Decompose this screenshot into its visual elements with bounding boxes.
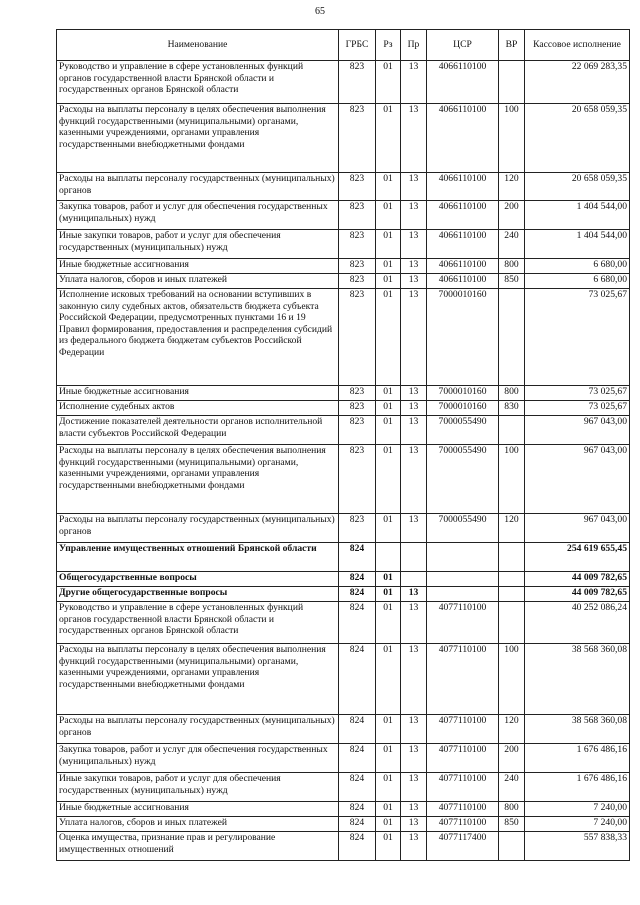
cell-csr: 7000055490 [427,514,499,543]
cell-rz: 01 [376,514,401,543]
cell-vr: 800 [499,259,525,274]
cell-grbs: 823 [339,514,376,543]
cell-name: Расходы на выплаты персоналу в целях обеспечения выполнения функций государственными (муниципальными) органами, казенными учреждениями, органами управления государственными внебюджетными фондами [57,445,339,514]
cell-vr [499,587,525,602]
cell-rz: 01 [376,644,401,715]
cell-rz: 01 [376,445,401,514]
cell-grbs: 824 [339,773,376,802]
cell-name: Руководство и управление в сфере установленных функций органов государственной власти Брянской области и государственных органов Брянской области [57,602,339,644]
header-name: Наименование [57,30,339,61]
cell-rz: 01 [376,817,401,832]
table-row [57,201,630,230]
cell-name: Оценка имущества, признание прав и регулирование имущественных отношений [57,832,339,861]
cell-grbs: 823 [339,401,376,416]
cell-pr: 13 [401,259,427,274]
cell-name: Исполнение судебных актов [57,401,339,416]
header-grbs: ГРБС [339,30,376,61]
cell-csr: 7000010160 [427,386,499,401]
cell-rz [376,543,401,572]
table-row [57,773,630,802]
cell-amount: 7 240,00 [525,802,630,817]
cell-amount: 1 404 544,00 [525,230,630,259]
cell-grbs: 824 [339,832,376,861]
cell-pr: 13 [401,514,427,543]
cell-grbs: 824 [339,587,376,602]
cell-grbs: 823 [339,201,376,230]
cell-name: Уплата налогов, сборов и иных платежей [57,817,339,832]
cell-pr: 13 [401,61,427,104]
cell-csr: 4066110100 [427,104,499,173]
cell-amount: 6 680,00 [525,259,630,274]
cell-pr [401,543,427,572]
cell-pr: 13 [401,289,427,386]
cell-name: Расходы на выплаты персоналу государственных (муниципальных) органов [57,715,339,744]
page-number: 65 [315,6,325,17]
cell-vr: 830 [499,401,525,416]
cell-rz: 01 [376,289,401,386]
header-rz: Рз [376,30,401,61]
header-pr: Пр [401,30,427,61]
cell-name: Уплата налогов, сборов и иных платежей [57,274,339,289]
cell-pr: 13 [401,416,427,445]
cell-amount: 1 404 544,00 [525,201,630,230]
table-header-row [57,30,630,61]
cell-name: Руководство и управление в сфере установленных функций органов государственной власти Брянской области и государственных органов Брянской области [57,61,339,104]
cell-rz: 01 [376,201,401,230]
cell-vr: 120 [499,715,525,744]
cell-amount: 967 043,00 [525,514,630,543]
cell-vr: 850 [499,817,525,832]
cell-vr [499,572,525,587]
cell-rz: 01 [376,104,401,173]
cell-csr: 4077110100 [427,773,499,802]
table-row [57,832,630,861]
cell-amount: 38 568 360,08 [525,715,630,744]
cell-rz: 01 [376,386,401,401]
cell-amount: 1 676 486,16 [525,773,630,802]
cell-grbs: 823 [339,259,376,274]
table-row [57,514,630,543]
cell-grbs: 824 [339,572,376,587]
cell-grbs: 824 [339,602,376,644]
cell-grbs: 824 [339,744,376,773]
cell-amount: 967 043,00 [525,445,630,514]
cell-grbs: 823 [339,274,376,289]
cell-amount: 22 069 283,35 [525,61,630,104]
cell-csr: 4066110100 [427,274,499,289]
cell-name: Достижение показателей деятельности органов исполнительной власти субъектов Российской Федерации [57,416,339,445]
cell-name: Общегосударственные вопросы [57,572,339,587]
cell-name: Исполнение исковых требований на основании вступивших в законную силу судебных актов, обязательств бюджета субъекта Российской Федерации, предусмотренных пунктами 16 и 19 Правил формирования, предоставления и распределения субсидий из федерального бюджета бюджетам субъектов Российской Федерации [57,289,339,386]
cell-rz: 01 [376,572,401,587]
cell-pr: 13 [401,817,427,832]
cell-csr: 4077117400 [427,832,499,861]
cell-pr: 13 [401,104,427,173]
cell-csr: 4066110100 [427,61,499,104]
cell-grbs: 824 [339,715,376,744]
cell-name: Расходы на выплаты персоналу государственных (муниципальных) органов [57,173,339,201]
cell-amount: 20 658 059,35 [525,104,630,173]
table-row [57,259,630,274]
cell-vr: 100 [499,104,525,173]
cell-amount: 73 025,67 [525,401,630,416]
cell-vr [499,602,525,644]
cell-amount: 967 043,00 [525,416,630,445]
cell-grbs: 823 [339,289,376,386]
cell-amount: 44 009 782,65 [525,572,630,587]
cell-amount: 557 838,33 [525,832,630,861]
cell-pr: 13 [401,802,427,817]
cell-amount: 40 252 086,24 [525,602,630,644]
cell-name: Иные бюджетные ассигнования [57,386,339,401]
table-row [57,802,630,817]
cell-csr [427,572,499,587]
cell-pr: 13 [401,773,427,802]
cell-rz: 01 [376,587,401,602]
cell-csr: 4077110100 [427,817,499,832]
cell-rz: 01 [376,230,401,259]
cell-pr: 13 [401,386,427,401]
cell-csr: 4077110100 [427,602,499,644]
cell-rz: 01 [376,173,401,201]
cell-vr: 100 [499,445,525,514]
cell-vr [499,61,525,104]
cell-amount: 20 658 059,35 [525,173,630,201]
table-row [57,274,630,289]
table-row [57,173,630,201]
cell-rz: 01 [376,602,401,644]
cell-csr: 7000010160 [427,289,499,386]
cell-grbs: 824 [339,817,376,832]
cell-csr: 4077110100 [427,802,499,817]
cell-vr [499,416,525,445]
cell-grbs: 824 [339,543,376,572]
cell-vr: 850 [499,274,525,289]
table-row [57,386,630,401]
cell-rz: 01 [376,416,401,445]
cell-amount: 73 025,67 [525,289,630,386]
cell-vr [499,289,525,386]
table-row [57,61,630,104]
cell-grbs: 823 [339,230,376,259]
cell-name: Расходы на выплаты персоналу в целях обеспечения выполнения функций государственными (муниципальными) органами, казенными учреждениями, органами управления государственными внебюджетными фондами [57,644,339,715]
cell-rz: 01 [376,744,401,773]
header-vr: ВР [499,30,525,61]
cell-pr: 13 [401,445,427,514]
cell-csr: 4066110100 [427,230,499,259]
table-row [57,445,630,514]
cell-name: Иные закупки товаров, работ и услуг для обеспечения государственных (муниципальных) нужд [57,773,339,802]
cell-vr: 240 [499,773,525,802]
cell-pr: 13 [401,401,427,416]
table-row [57,587,630,602]
cell-pr: 13 [401,230,427,259]
cell-vr: 100 [499,644,525,715]
cell-vr: 120 [499,173,525,201]
cell-amount: 44 009 782,65 [525,587,630,602]
cell-csr: 4066110100 [427,259,499,274]
cell-csr [427,543,499,572]
cell-name: Расходы на выплаты персоналу государственных (муниципальных) органов [57,514,339,543]
table-row [57,817,630,832]
cell-rz: 01 [376,274,401,289]
cell-csr [427,587,499,602]
budget-execution-table [56,29,630,861]
cell-pr: 13 [401,587,427,602]
cell-name: Расходы на выплаты персоналу в целях обеспечения выполнения функций государственными (муниципальными) органами, казенными учреждениями, органами управления государственными внебюджетными фондами [57,104,339,173]
cell-vr: 800 [499,802,525,817]
cell-rz: 01 [376,802,401,817]
cell-grbs: 824 [339,644,376,715]
cell-rz: 01 [376,773,401,802]
cell-name: Другие общегосударственные вопросы [57,587,339,602]
cell-pr: 13 [401,173,427,201]
cell-amount: 73 025,67 [525,386,630,401]
cell-vr: 240 [499,230,525,259]
cell-pr: 13 [401,274,427,289]
header-csr: ЦСР [427,30,499,61]
cell-csr: 4077110100 [427,744,499,773]
cell-vr [499,832,525,861]
cell-csr: 4066110100 [427,173,499,201]
table-row [57,715,630,744]
cell-pr [401,572,427,587]
table-row [57,543,630,572]
table-row [57,744,630,773]
cell-name: Закупка товаров, работ и услуг для обеспечения государственных (муниципальных) нужд [57,744,339,773]
cell-pr: 13 [401,715,427,744]
cell-csr: 4077110100 [427,715,499,744]
cell-amount: 7 240,00 [525,817,630,832]
cell-grbs: 823 [339,416,376,445]
cell-grbs: 823 [339,445,376,514]
cell-amount: 1 676 486,16 [525,744,630,773]
cell-rz: 01 [376,259,401,274]
cell-amount: 254 619 655,45 [525,543,630,572]
cell-pr: 13 [401,644,427,715]
cell-amount: 38 568 360,08 [525,644,630,715]
table-row [57,416,630,445]
cell-csr: 4077110100 [427,644,499,715]
table-row [57,230,630,259]
cell-rz: 01 [376,61,401,104]
header-amount: Кассовое исполнение [525,30,630,61]
cell-vr: 200 [499,744,525,773]
cell-csr: 7000010160 [427,401,499,416]
cell-vr: 120 [499,514,525,543]
table-row [57,602,630,644]
table-row [57,401,630,416]
cell-grbs: 823 [339,61,376,104]
cell-vr: 200 [499,201,525,230]
cell-name: Управление имущественных отношений Брянской области [57,543,339,572]
cell-amount: 6 680,00 [525,274,630,289]
cell-pr: 13 [401,201,427,230]
cell-rz: 01 [376,401,401,416]
cell-rz: 01 [376,832,401,861]
cell-name: Иные бюджетные ассигнования [57,259,339,274]
table-row [57,104,630,173]
cell-name: Иные закупки товаров, работ и услуг для обеспечения государственных (муниципальных) нужд [57,230,339,259]
table-row [57,644,630,715]
cell-rz: 01 [376,715,401,744]
cell-grbs: 824 [339,802,376,817]
cell-grbs: 823 [339,173,376,201]
table-row [57,572,630,587]
cell-pr: 13 [401,832,427,861]
cell-csr: 7000055490 [427,416,499,445]
cell-vr: 800 [499,386,525,401]
cell-pr: 13 [401,744,427,773]
table-row [57,289,630,386]
cell-csr: 7000055490 [427,445,499,514]
cell-grbs: 823 [339,104,376,173]
cell-name: Закупка товаров, работ и услуг для обеспечения государственных (муниципальных) нужд [57,201,339,230]
cell-name: Иные бюджетные ассигнования [57,802,339,817]
cell-vr [499,543,525,572]
cell-pr: 13 [401,602,427,644]
cell-grbs: 823 [339,386,376,401]
cell-csr: 4066110100 [427,201,499,230]
